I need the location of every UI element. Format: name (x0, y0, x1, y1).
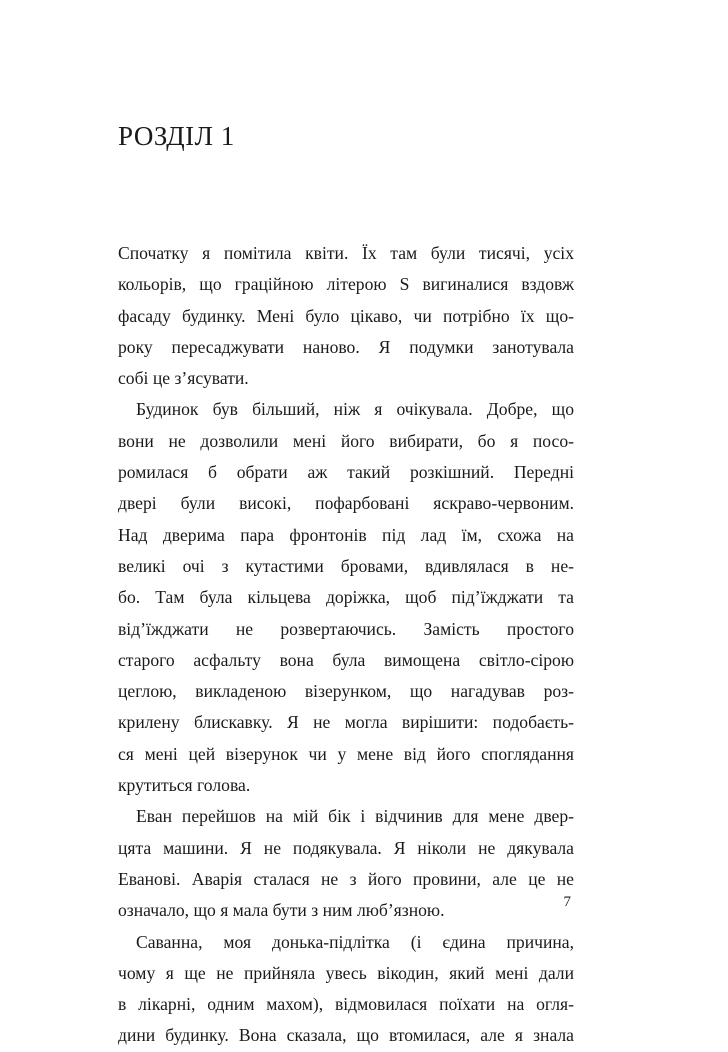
paragraph-line: в лікарні, одним махом), відмовилася поїхати на огля- (118, 994, 574, 1015)
paragraph-line: року пересаджувати наново. Я подумки занотувала (118, 336, 574, 357)
paragraph-line: фасаду будинку. Мені було цікаво, чи потрібно їх що- (118, 305, 574, 326)
page-number: 7 (563, 894, 571, 910)
paragraph-line: собі це з’ясувати. (118, 368, 249, 389)
paragraph-line: цята машини. Я не подякувала. Я ніколи не дякувала (118, 837, 574, 858)
paragraph-line: Еван перейшов на мій бік і відчинив для мене двер- (136, 806, 574, 827)
paragraph-line: крилену блискавку. Я не могла вирішити: подобаєть- (118, 712, 574, 733)
paragraph-line: крутиться голова. (118, 775, 251, 796)
paragraph-line: Будинок був більший, ніж я очікувала. Добре, що (136, 399, 574, 420)
paragraph-line: великі очі з кутастими бровами, вдивлялася в не- (118, 555, 574, 576)
paragraph-line: Над дверима пара фронтонів під лад їм, схожа на (118, 524, 574, 545)
paragraph-line: старого асфальту вона була вимощена світло-сірою (118, 649, 574, 670)
paragraph-line: вони не дозволили мені його вибирати, бо я посо- (118, 430, 574, 451)
paragraph-line: від’їжджати не розвертаючись. Замість простого (118, 618, 574, 639)
paragraph-line: ся мені цей візерунок чи у мене від його споглядання (118, 743, 574, 764)
paragraph-line: кольорів, що граційною літерою S вигиналися вздовж (118, 274, 574, 295)
paragraph-line: чому я ще не прийняла увесь вікодин, який мені дали (118, 962, 574, 983)
paragraph-line: ромилася б обрати аж такий розкішний. Передні (118, 462, 574, 483)
paragraph-line: означало, що я мала бути з ним люб’язною. (118, 900, 445, 921)
body-text (118, 238, 574, 1052)
paragraph-line: Спочатку я помітила квіти. Їх там були тисячі, усіх (118, 243, 574, 263)
chapter-title: РОЗДІЛ 1 (118, 121, 235, 151)
paragraph-line: бо. Там була кільцева доріжка, щоб під’їжджати та (118, 587, 574, 608)
paragraph-line: дини будинку. Вона сказала, що втомилася, але я знала (118, 1025, 574, 1046)
paragraph-line: Еванові. Аварія сталася не з його провини, але це не (118, 868, 574, 889)
paragraph-line: Саванна, моя донька-підлітка (і єдина причина, (136, 931, 574, 952)
paragraph-line: двері були високі, пофарбовані яскраво-червоним. (118, 493, 574, 514)
paragraph-line: цеглою, викладеною візерунком, що нагадував роз- (118, 681, 574, 702)
